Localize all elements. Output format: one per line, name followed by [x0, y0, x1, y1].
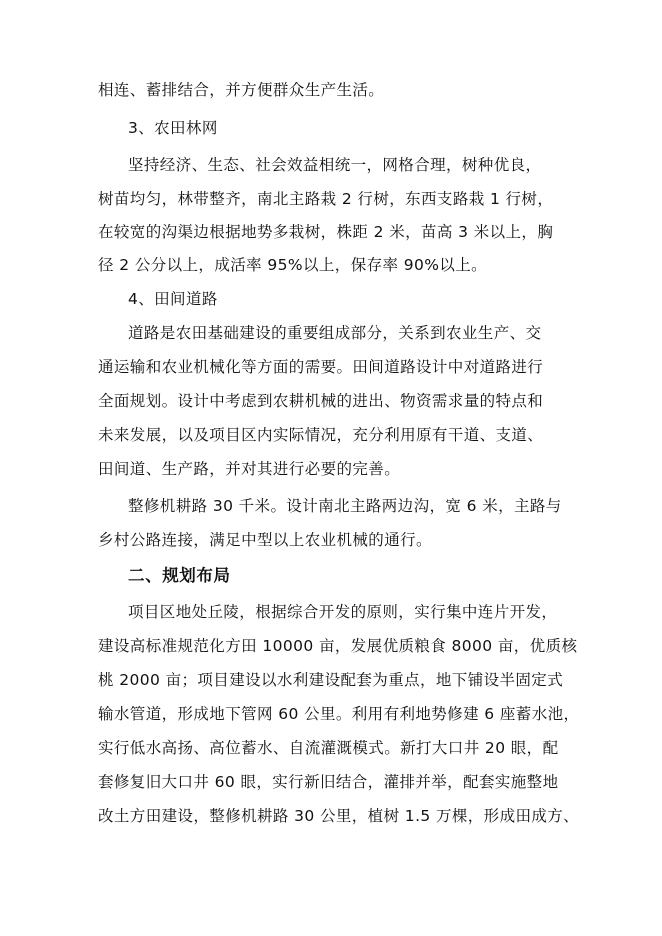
paragraph-line: 建设高标准规范化方田 10000 亩，发展优质粮食 8000 亩，优质核	[98, 637, 578, 655]
paragraph-line: 桃 2000 亩；项目建设以水利建设配套为重点，地下铺设半固定式	[98, 671, 564, 689]
item-4-title: 4、田间道路	[128, 290, 218, 308]
paragraph-line: 相连、蓄排结合，并方便群众生产生活。	[98, 81, 385, 99]
paragraph-line: 套修复旧大口井 60 眼，实行新旧结合，灌排并举，配套实施整地	[98, 773, 559, 791]
paragraph-line: 径 2 公分以上，成活率 95%以上，保存率 90%以上。	[98, 256, 488, 274]
paragraph-line: 树苗均匀，林带整齐，南北主路栽 2 行树，东西支路栽 1 行树，	[98, 190, 554, 208]
paragraph-line: 输水管道，形成地下管网 60 公里。利用有利地势修建 6 座蓄水池，	[98, 705, 580, 723]
paragraph-line: 在较宽的沟渠边根据地势多栽树，株距 2 米，苗高 3 米以上，胸	[98, 223, 554, 241]
paragraph-line: 整修机耕路 30 千米。设计南北主路两边沟，宽 6 米，主路与	[128, 497, 562, 515]
paragraph-line: 全面规划。设计中考虑到农耕机械的进出、物资需求量的特点和	[98, 392, 544, 410]
paragraph-line: 项目区地处丘陵，根据综合开发的原则，实行集中连片开发，	[128, 603, 558, 621]
item-3-title: 3、农田林网	[128, 119, 218, 137]
paragraph-line: 未来发展，以及项目区内实际情况，充分利用原有干道、支道、	[98, 426, 544, 444]
paragraph-line: 乡村公路连接，满足中型以上农业机械的通行。	[98, 531, 432, 549]
paragraph-line: 改土方田建设，整修机耕路 30 公里，植树 1.5 万棵，形成田成方、	[98, 807, 580, 825]
paragraph-line: 坚持经济、生态、社会效益相统一，网格合理，树种优良，	[128, 156, 542, 174]
paragraph-line: 田间道、生产路，并对其进行必要的完善。	[98, 460, 401, 478]
paragraph-line: 通运输和农业机械化等方面的需要。田间道路设计中对道路进行	[98, 358, 544, 376]
section-2-heading: 二、规划布局	[128, 566, 231, 585]
paragraph-line: 道路是农田基础建设的重要组成部分，关系到农业生产、交	[128, 324, 542, 342]
paragraph-line: 实行低水高扬、高位蓄水、自流灌溉模式。新打大口井 20 眼，配	[98, 739, 559, 757]
